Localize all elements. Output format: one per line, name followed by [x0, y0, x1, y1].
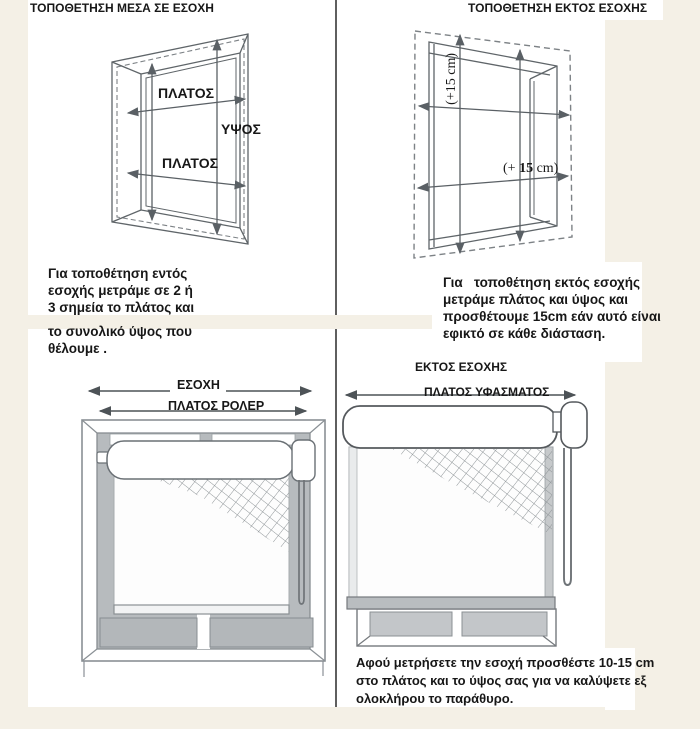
caption-tr-line1: Για τοποθέτηση εκτός εσοχής — [443, 275, 641, 290]
inside-recess-window-diagram — [100, 30, 270, 268]
title-inside-recess: ΤΟΠΟΘΕΤΗΣΗ ΜΕΣΑ ΣΕ ΕΣΟΧΗ — [30, 1, 214, 15]
outside-recess-window-diagram — [408, 26, 580, 266]
roller-tube — [107, 441, 294, 479]
roller-end-cap — [561, 402, 587, 448]
caption-tl-line4: το συνολικό ύψος που — [48, 324, 192, 339]
caption-br-line3: ολοκλήρου το παράθυρο. — [356, 691, 514, 706]
recess-frame-lines — [112, 34, 248, 244]
fabric-width-label: ΠΛΑΤΟΣ ΥΦΑΣΜΑΤΟΣ — [424, 385, 550, 399]
blind-outside-recess-diagram — [340, 386, 590, 650]
caption-tr-line2: μετράμε πλάτος και ύψος και — [443, 292, 628, 307]
caption-br-line1: Αφού μετρήσετε την εσοχή προσθέστε 10-15 cm — [356, 655, 655, 670]
width-label-top: ΠΛΑΤΟΣ — [158, 85, 214, 101]
width-plus15-value: 15 — [519, 161, 534, 176]
caption-tl-line1: Για τοποθέτηση εντός — [48, 266, 188, 281]
blind-bottom-bar — [114, 605, 289, 614]
caption-tl-line3: 3 σημεία το πλάτος και — [48, 300, 195, 315]
caption-tl-line5: θέλουμε . — [48, 341, 108, 356]
roller-tube — [343, 406, 557, 448]
height-plus15-text: (+15 cm) — [444, 53, 459, 105]
width-plus15-unit: cm) — [533, 161, 559, 176]
title-outside-recess: ΤΟΠΟΘΕΤΗΣΗ ΕΚΤΟΣ ΕΣΟΧΗΣ — [468, 1, 648, 15]
height-label: ΥΨΟΣ — [221, 121, 261, 137]
roller-blind — [97, 440, 315, 614]
height-plus15-annotation — [444, 53, 459, 117]
measurement-arrows — [418, 35, 569, 253]
width-label-bottom: ΠΛΑΤΟΣ — [162, 155, 218, 171]
caption-tr-line3: προσθέτουμε 15cm εάν αυτό είναι — [443, 309, 661, 324]
blind-bottom-bar — [347, 597, 555, 609]
recess-width-label: ΕΣΟΧΗ — [177, 378, 220, 392]
caption-tl-line2: εσοχής μετράμε σε 2 ή — [48, 283, 193, 298]
width-plus15-annotation — [503, 161, 558, 176]
outside-recess-heading: ΕΚΤΟΣ ΕΣΟΧΗΣ — [415, 360, 508, 374]
fabric-left-edge — [349, 447, 357, 600]
pull-chain — [564, 448, 571, 585]
roller-blind — [343, 402, 587, 609]
caption-br-line2: στο πλάτος και το ύψος σας για να καλύψετε εξ — [356, 673, 647, 688]
roller-control-unit — [292, 440, 315, 481]
blind-in-recess-diagram — [60, 376, 338, 681]
caption-tr-line4: εφικτό σε κάθε διάσταση. — [443, 326, 606, 341]
width-plus15-open: (+ — [503, 161, 520, 176]
roller-width-label: ΠΛΑΤΟΣ ΡΟΛΕΡ — [168, 399, 265, 413]
window-below-blind — [357, 609, 556, 646]
